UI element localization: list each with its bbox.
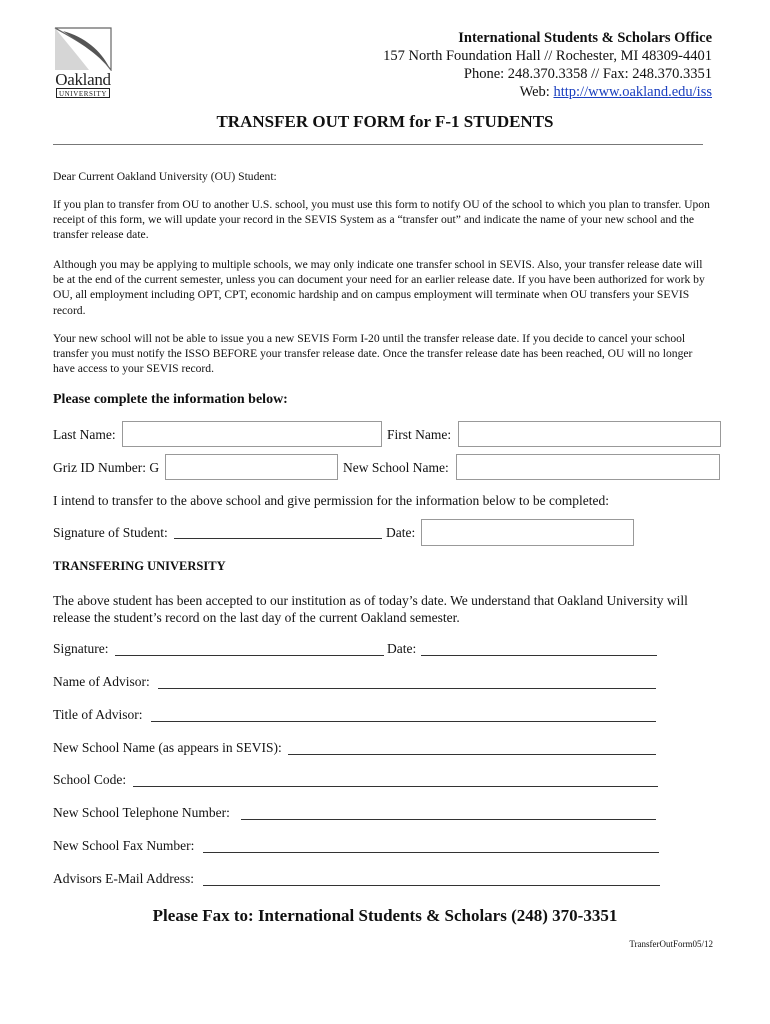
office-phone-fax: Phone: 248.370.3358 // Fax: 248.370.3351 [463, 66, 712, 82]
new-school-label: New School Name: [343, 460, 449, 475]
advisor-title-line[interactable] [151, 721, 656, 722]
advisor-date-label: Date: [387, 641, 417, 656]
advisor-name-label: Name of Advisor: [53, 674, 150, 689]
first-name-label: First Name: [387, 427, 452, 442]
logo-wordmark: Oakland [55, 70, 111, 89]
advisor-email-label: Advisors E-Mail Address: [53, 871, 194, 886]
web-label: Web: [519, 84, 554, 100]
letter-paragraph-2: Although you may be applying to multiple schools, we may only indicate one transfer school in SEVIS. Also, your transfer release date will be at the end of the current semester, unless you can document your need for an earlier release date. If you have been authorized for work by OU, all employment including OPT, CPT, economic hardship and on campus employment will terminate when OU transfers your SEVIS record. [53, 258, 705, 317]
last-name-label: Last Name: [53, 427, 116, 442]
form-code: TransferOutForm05/12 [629, 939, 713, 949]
school-code-label: School Code: [53, 772, 127, 787]
school-name-label: New School Name (as appears in SEVIS): [53, 740, 282, 755]
student-date-label: Date: [386, 525, 416, 540]
first-name-input[interactable] [458, 421, 721, 447]
last-name-input[interactable] [122, 421, 382, 447]
school-fax-label: New School Fax Number: [53, 838, 195, 853]
advisor-name-line[interactable] [158, 688, 656, 689]
new-school-input[interactable] [456, 454, 720, 480]
letter-greeting: Dear Current Oakland University (OU) Student: [53, 170, 277, 183]
advisor-date-line[interactable] [421, 655, 657, 656]
student-signature-label: Signature of Student: [53, 525, 168, 540]
web-link[interactable]: http://www.oakland.edu/iss [553, 84, 712, 100]
school-code-line[interactable] [133, 786, 658, 787]
griz-id-input[interactable] [165, 454, 338, 480]
office-name: International Students & Scholars Office [458, 30, 712, 46]
student-section-heading: Please complete the information below: [53, 392, 288, 407]
advisor-title-label: Title of Advisor: [53, 707, 143, 722]
transfer-section-heading: TRANSFERING UNIVERSITY [53, 559, 226, 573]
advisor-email-line[interactable] [203, 885, 660, 886]
sail-icon [53, 27, 113, 71]
letter-paragraph-3: Your new school will not be able to issue you a new SEVIS Form I-20 until the transfer release date. If you decide to cancel your school transfer you must notify the ISSO BEFORE your transfer release date. Once the transfer release date has been reached, OU will no longer have access to your SEVIS record. [53, 332, 693, 376]
letter-paragraph-1: If you plan to transfer from OU to another U.S. school, you must use this form to notify OU of the school to which you plan to transfer. Upon receipt of this form, we will update your record in the SEVIS System as a “transfer out” and indicate the name of your new school and the transfer release date. [53, 198, 710, 242]
transfer-statement: The above student has been accepted to our institution as of today’s date. We understand that Oakland University will release the student’s record on the last day of the current Oakland semester. [53, 593, 688, 625]
school-name-line[interactable] [288, 754, 656, 755]
advisor-signature-line[interactable] [115, 655, 384, 656]
fax-instruction: Please Fax to: International Students & Scholars (248) 370-3351 [152, 906, 618, 925]
school-fax-line[interactable] [203, 852, 659, 853]
advisor-signature-label: Signature: [53, 641, 109, 656]
school-phone-label: New School Telephone Number: [53, 805, 230, 820]
griz-id-label: Griz ID Number: G [53, 460, 160, 475]
student-date-input[interactable] [421, 519, 634, 546]
intent-statement: I intend to transfer to the above school and give permission for the information below to be completed: [53, 493, 609, 508]
office-web [520, 83, 712, 101]
office-address: 157 North Foundation Hall // Rochester, MI 48309-4401 [383, 48, 712, 64]
oakland-university-logo [53, 27, 113, 99]
logo-subtitle: UNIVERSITY [56, 88, 110, 98]
school-phone-line[interactable] [241, 819, 656, 820]
form-title: TRANSFER OUT FORM for F-1 STUDENTS [216, 112, 554, 131]
student-signature-line[interactable] [174, 538, 382, 539]
title-divider [53, 144, 703, 145]
